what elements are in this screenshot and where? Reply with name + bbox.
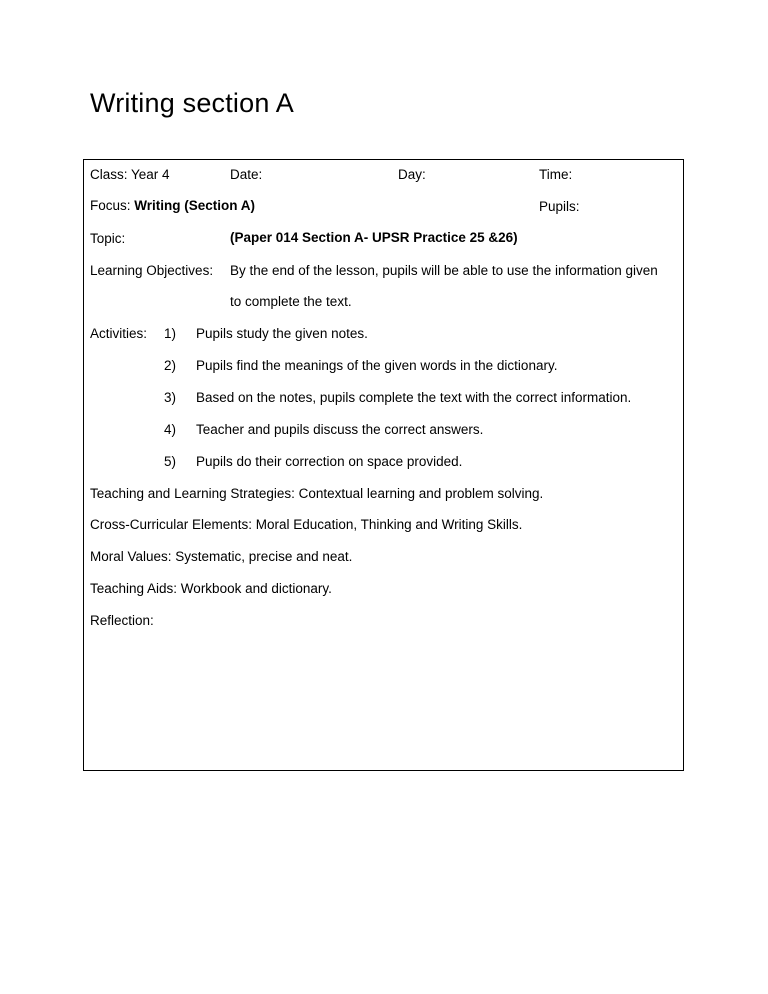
activity-text: Pupils study the given notes. [196, 326, 368, 341]
focus-label: Focus: [90, 198, 131, 213]
topic-label: Topic: [90, 231, 126, 246]
cross-curricular-line: Cross-Curricular Elements: Moral Education, Thinking and Writing Skills. [90, 517, 523, 532]
activity-text: Based on the notes, pupils complete the text with the correct information. [196, 390, 632, 405]
topic-value: (Paper 014 Section A- UPSR Practice 25 &26) [230, 230, 518, 245]
focus-value: Writing (Section A) [134, 198, 256, 213]
moral-values-line: Moral Values: Systematic, precise and neat. [90, 549, 353, 564]
strategies-line: Teaching and Learning Strategies: Contextual learning and problem solving. [90, 486, 544, 501]
activity-text: Pupils do their correction on space provided. [196, 454, 463, 469]
class-label: Class: Year 4 [90, 167, 170, 182]
objectives-label: Learning Objectives: [90, 263, 214, 278]
date-label: Date: [230, 167, 263, 182]
teaching-aids-line: Teaching Aids: Workbook and dictionary. [90, 581, 332, 596]
reflection-label: Reflection: [90, 613, 154, 628]
focus-line [90, 198, 255, 214]
objectives-line-2: to complete the text. [230, 294, 352, 309]
activity-number: 4) [164, 422, 177, 437]
activity-text: Pupils find the meanings of the given words in the dictionary. [196, 358, 558, 373]
objectives-line-1: By the end of the lesson, pupils will be able to use the information given [230, 263, 658, 278]
activity-number: 5) [164, 454, 177, 469]
activity-number: 2) [164, 358, 177, 373]
pupils-label: Pupils: [539, 199, 580, 214]
activity-number: 1) [164, 326, 177, 341]
page-title: Writing section A [90, 88, 294, 118]
activity-number: 3) [164, 390, 177, 405]
activities-label: Activities: [90, 326, 148, 341]
day-label: Day: [398, 167, 426, 182]
time-label: Time: [539, 167, 573, 182]
activity-text: Teacher and pupils discuss the correct answers. [196, 422, 484, 437]
